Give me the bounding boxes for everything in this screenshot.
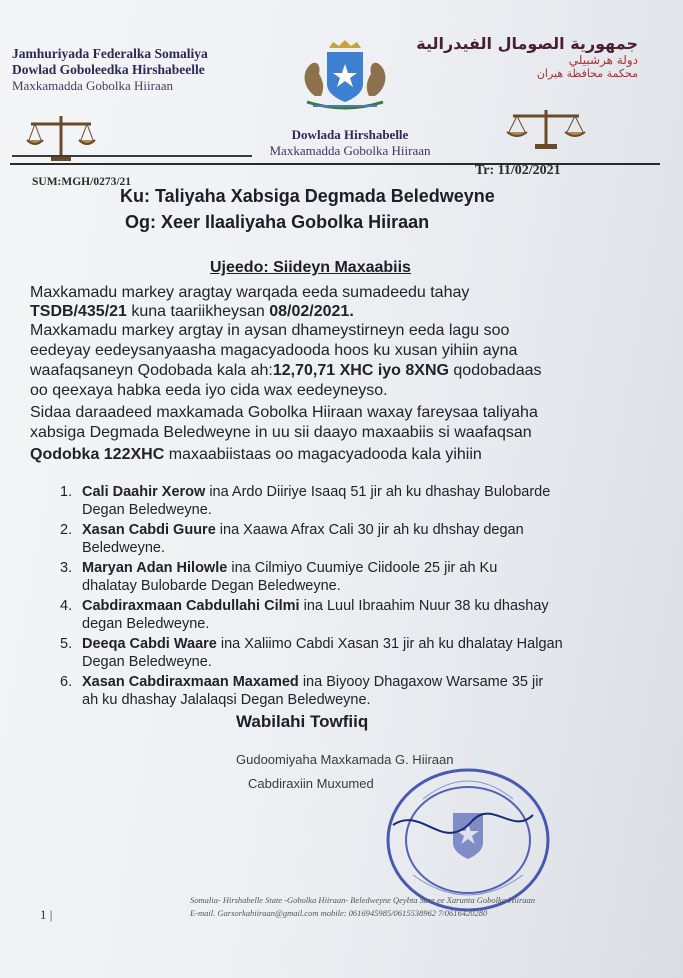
prisoner-name: Maryan Adan Hilowle <box>82 560 228 576</box>
footer-contact: E-mail. Garsorkahiiraan@gmail.com mobile: 0616945985/0615538962 7/0616420280 <box>190 908 488 918</box>
prisoner-name: Deeqa Cabdi Waare <box>82 636 217 652</box>
header-divider <box>12 155 252 157</box>
prisoner-detail: ina Xaliimo Cabdi Xasan 31 jir ah ku dhalatay Halgan <box>216 636 563 652</box>
arabic-country: جمهورية الصومال الفيدرالية <box>416 34 638 53</box>
list-number: 6. <box>60 674 73 690</box>
signatory-name: Cabdiraxiin Muxumed <box>248 776 374 791</box>
body-line: Sidaa daraadeed maxkamada Gobolka Hiiraan waxay fareysaa taliyaha <box>30 404 538 421</box>
body-text: maxaabiistaas oo magacyadooda kala yihiin <box>164 446 482 463</box>
list-item <box>60 597 650 633</box>
prisoner-detail: ina Biyooy Dhagaxow Warsame 35 jir <box>298 674 544 690</box>
legal-article: Qodobka 122XHC <box>30 446 165 463</box>
body-line: Maxkamadu markey aragtay warqada eeda sumadeedu tahay <box>30 284 470 301</box>
list-number: 3. <box>60 560 73 576</box>
list-number: 2. <box>60 522 73 538</box>
list-item <box>60 559 650 595</box>
prisoner-name: Xasan Cabdiraxmaan Maxamed <box>82 674 299 690</box>
body-text: waafaqsaneyn Qodobada kala ah: <box>30 362 273 379</box>
prisoner-name: Cabdiraxmaan Cabdullahi Cilmi <box>82 598 300 614</box>
document-date: 08/02/2021. <box>269 303 354 320</box>
arabic-state: دولة هرشبيلي <box>568 53 638 67</box>
prisoner-detail: ina Ardo Diiriye Isaaq 51 jir ah ku dhashay Bulobarde <box>205 484 551 500</box>
prisoner-detail: ah ku dhashay Jalalaqsi Degan Beledweyne. <box>82 692 371 708</box>
document-reference: TSDB/435/21 <box>30 303 127 320</box>
body-line <box>30 303 354 321</box>
body-line: oo qeexaya habka eeda iyo cida wax eedeyneyso. <box>30 382 388 399</box>
coat-of-arms-emblem <box>293 36 397 118</box>
recipient-line: Ku: Taliyaha Xabsiga Degmada Beledweyne <box>120 186 495 206</box>
list-number: 4. <box>60 598 73 614</box>
court-stamp <box>383 765 553 915</box>
letterhead-state: Dowlad Goboleedka Hirshabeelle <box>12 62 205 77</box>
body-line <box>30 446 482 464</box>
prisoner-detail: ina Cilmiyo Cuumiye Ciidoole 25 jir ah Ku <box>227 560 498 576</box>
prisoner-name: Xasan Cabdi Guure <box>82 522 216 538</box>
subject-line: Ujeedo: Siideyn Maxaabiis <box>210 259 411 276</box>
list-item <box>60 483 650 519</box>
page-number-value: 1 <box>40 907 47 922</box>
closing-phrase: Wabilahi Towfiiq <box>236 712 369 731</box>
prisoner-detail: ina Luul Ibraahim Nuur 38 ku dhashay <box>299 598 549 614</box>
header-divider <box>10 163 660 165</box>
list-item <box>60 521 650 557</box>
prisoner-detail: ina Xaawa Afrax Cali 30 jir ah ku dhshay degan <box>215 522 524 538</box>
body-line <box>30 362 541 380</box>
prisoner-list <box>60 483 650 711</box>
cc-line: Og: Xeer Ilaaliyaha Gobolka Hiiraan <box>125 212 430 232</box>
list-number: 5. <box>60 636 73 652</box>
prisoner-detail: degan Beledweyne. <box>82 616 210 632</box>
prisoner-detail: dhalatay Bulobarde Degan Beledweyne. <box>82 578 341 594</box>
body-line: Maxkamadu markey argtay in aysan dhameystirneyn eeda lagu soo <box>30 322 510 339</box>
letter-footer <box>190 894 535 920</box>
prisoner-detail: Beledweyne. <box>82 540 166 556</box>
body-text: qodobadaas <box>448 362 542 379</box>
body-line: eedeyay eedeysanyaasha magacyadooda hoos ku xusan yihiin ayna <box>30 342 518 359</box>
reference-number: SUM:MGH/0273/21 <box>32 176 132 188</box>
list-item <box>60 635 650 671</box>
page-number: 1 | <box>40 907 53 922</box>
body-text: kuna taariikheysan <box>126 303 270 320</box>
prisoner-detail: Degan Beledweyne. <box>82 654 212 670</box>
letterhead-center <box>250 127 450 159</box>
prisoner-name: Cali Daahir Xerow <box>82 484 206 500</box>
body-line: xabsiga Degmada Beledweyne in uu sii daayo maxaabiis si waafaqsan <box>30 424 532 441</box>
center-state: Dowlada Hirshabelle <box>291 127 409 142</box>
list-item <box>60 673 650 709</box>
prisoner-detail: Degan Beledweyne. <box>82 502 212 518</box>
arabic-court: محكمة محافظة هيران <box>536 67 638 80</box>
letterhead-country: Jamhuriyada Federalka Somaliya <box>12 46 208 61</box>
letterhead-left <box>12 46 208 94</box>
legal-articles: 12,70,71 XHC iyo 8XNG <box>272 362 449 379</box>
center-court: Maxkamadda Gobolka Hiiraan <box>269 143 431 158</box>
list-number: 1. <box>60 484 73 500</box>
signatory-title: Gudoomiyaha Maxkamada G. Hiiraan <box>236 752 454 767</box>
letterhead-right-arabic <box>416 34 638 80</box>
letterhead-court: Maxkamadda Gobolka Hiiraan <box>12 78 174 93</box>
letter-date: Tr: 11/02/2021 <box>475 163 561 178</box>
footer-address: Somalia- Hirshabelle State -Gobolka Hiiraan- Beledweyne Qeybta Sare ee Xarunta Gobolka Hiiraan <box>190 895 536 905</box>
scales-of-justice-icon <box>505 106 587 150</box>
